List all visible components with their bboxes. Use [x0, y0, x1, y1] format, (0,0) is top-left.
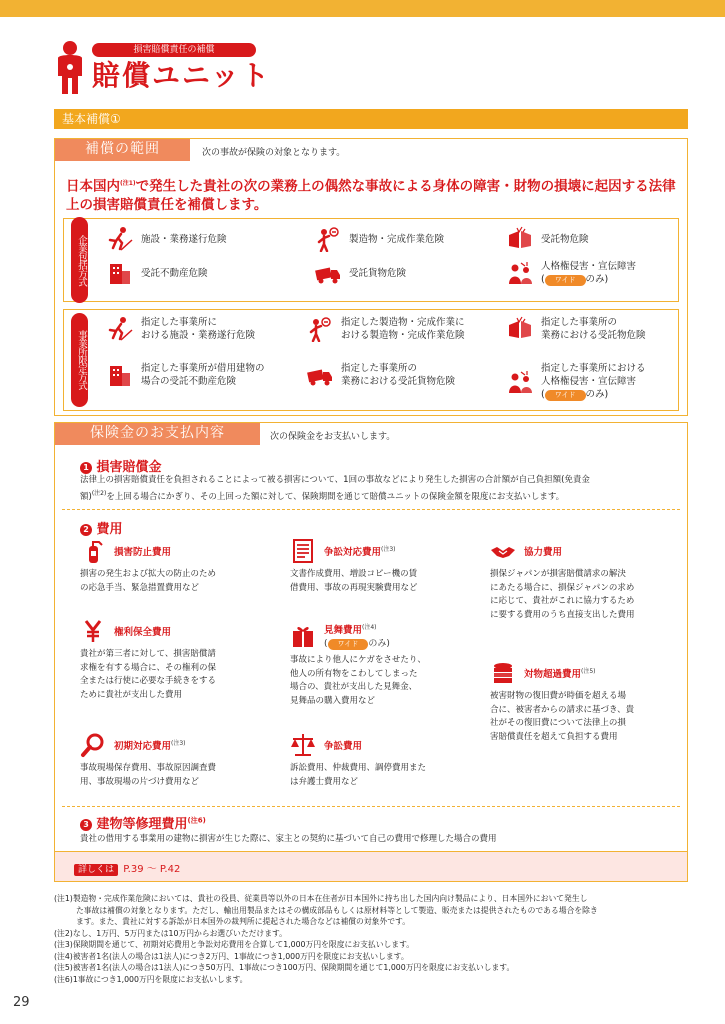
fee-body-line: 貴社が第三者に対して、損害賠償請 — [80, 649, 216, 659]
fee-body-line: 求権を有する場合に、その権利の保 — [80, 662, 217, 673]
group1-item-label: 受託貨物危険 — [349, 267, 407, 279]
fee-item — [80, 538, 270, 595]
fee-title-block — [114, 624, 171, 638]
fee-body — [490, 690, 680, 744]
fee-body-line: 社がその復旧費について法律上の損 — [490, 718, 626, 728]
fee-item — [290, 732, 480, 789]
fee-body — [290, 654, 480, 708]
injured-person-icon — [307, 316, 333, 342]
fee-body-line: 事故現場保存費用、事故原因調査費 — [80, 763, 217, 773]
fee-body-line: 場合の、貴社が支出した見舞金、 — [290, 682, 418, 692]
group2-item — [107, 362, 265, 388]
wide-suffix: のみ) — [368, 639, 390, 649]
footnotes — [54, 893, 694, 985]
falling-person-icon — [107, 226, 133, 252]
group2-item-text — [341, 316, 465, 342]
group1-item — [315, 260, 406, 286]
section2-title: 費用 — [96, 522, 123, 537]
fee-title-block — [324, 544, 396, 558]
fee-body-line: 用、事故現場の片づけ費用など — [80, 776, 200, 787]
injured-person-icon — [315, 226, 341, 252]
group2-item — [107, 316, 255, 342]
group2-item-text — [141, 362, 265, 388]
fee-body-line: は弁護士費用など — [290, 776, 359, 787]
top-accent-bar — [0, 0, 725, 17]
group2-item — [507, 316, 646, 342]
fee-item — [290, 622, 480, 708]
fee-sup: (注3) — [171, 740, 186, 747]
group1-item-text — [541, 233, 589, 246]
footnote-line: (注4)被害者1名(法人の場合は1法人)につき2万円、1事故につき1,000万円を限度にお支払いします。 — [54, 951, 409, 961]
fee-body-line: 損害の発生および拡大の防止のため — [80, 569, 217, 579]
fee-header — [80, 618, 270, 644]
person-bowing-icon — [52, 40, 88, 96]
fee-title: 見舞費用 — [324, 625, 363, 636]
scales-icon — [290, 732, 316, 758]
group1-item-label: 人格権侵害・宣伝障害 — [541, 261, 637, 272]
truck-icon — [315, 260, 341, 286]
fee-title: 協力費用 — [524, 547, 563, 558]
wide-badge: ワイド — [545, 275, 586, 286]
fees-grid — [80, 538, 680, 800]
wide-suffix: のみ) — [585, 274, 609, 285]
headline-pre: 日本国内 — [66, 178, 120, 195]
fee-item — [290, 538, 480, 595]
fee-header — [80, 538, 270, 564]
fee-body-line: 借費用、事故の再現実験費用など — [290, 582, 418, 593]
group1-item-text — [141, 233, 227, 246]
section1-b-post: を上回る場合にかぎり、その上回った額に対して、保険期間を通じて賠償ユニットの保険金額を限度にお支払いします。 — [106, 491, 565, 502]
group2-item — [507, 362, 646, 401]
page-title: 賠償ユニット — [92, 59, 271, 92]
group2-item-line1: 指定した事業所に — [141, 317, 218, 328]
group2-item-line1: 指定した事業所の — [541, 317, 618, 328]
group2-item-text — [141, 316, 255, 342]
footnote-line: (注3)保険期間を通じて、初期対応費用と争訟対応費用を合算して1,000万円を限度にお支払いします。 — [54, 940, 415, 949]
group2-item — [307, 362, 455, 388]
fee-body-line: にあたる場合に、損保ジャパンの求め — [490, 582, 635, 593]
fee-header — [290, 732, 480, 758]
fee-title: 初期対応費用 — [114, 741, 172, 752]
wide-badge: ワイド — [328, 639, 369, 650]
fee-item — [80, 732, 270, 789]
fee-header — [490, 660, 680, 686]
fee-body-line: ために貴社が支出した費用 — [80, 689, 183, 700]
section1-b-pre: 額) — [80, 491, 92, 502]
wide-prefix: ( — [541, 389, 545, 400]
fee-body — [80, 762, 270, 789]
footnote-line: (注6)1事故につき1,000万円を限度にお支払いします。 — [54, 974, 248, 984]
fee-body-line: 他人の所有物をこわしてしまった — [290, 668, 418, 679]
group1-item-label: 施設・業務遂行危険 — [141, 233, 227, 245]
section2-heading — [80, 518, 123, 537]
fee-sup: (注3) — [381, 546, 396, 553]
section3-title: 建物等修理費用 — [96, 817, 188, 832]
fee-title: 損害防止費用 — [114, 547, 172, 558]
group2-item-text — [541, 316, 646, 342]
magnifier-icon — [80, 732, 106, 758]
group1-items — [107, 224, 672, 298]
group1-item-label: 受託不動産危険 — [141, 267, 208, 279]
coverage-tab-desc: 次の事故が保険の対象となります。 — [202, 148, 346, 158]
group1-item-text — [541, 260, 636, 286]
fee-body-line: 全または行使に必要な手続きをする — [80, 676, 217, 686]
headline-post: で発生した貴社の次の業務上の偶然な事故による身体の障害・財物の損壊に起因する法律上の損害賠償責任を補償します。 — [66, 178, 676, 213]
wide-prefix: ( — [541, 274, 545, 285]
fee-body — [290, 762, 480, 789]
detail-label: 詳しくは — [74, 864, 118, 876]
footnote-line: (注5)被害者1名(法人の場合は1法人)につき50万円、1事故につき100万円、保険期間を通じて1,000万円を限度にお支払いします。 — [54, 963, 515, 972]
people-icon — [507, 260, 533, 286]
fee-sup: (注4) — [362, 624, 377, 631]
fee-title-block — [524, 666, 596, 680]
group2-item-line1: 指定した事業所が借用建物の — [141, 363, 265, 374]
footnote-line: ます。また、貴社に対する訴訟が日本国外の裁判所に提起された場合などは補償の対象外です。 — [76, 917, 411, 926]
fee-title: 争訟費用 — [324, 741, 363, 752]
section2-number: 2 — [80, 524, 92, 536]
document-icon — [290, 538, 316, 564]
fee-item — [490, 538, 680, 622]
group1-item — [507, 260, 636, 286]
section1-body-line2 — [80, 487, 680, 504]
people-icon — [507, 369, 533, 395]
fee-body-line: 事故により他人にケガをさせたり、 — [290, 655, 426, 665]
fee-body-line: の応急手当、緊急措置費用など — [80, 582, 200, 593]
fee-body-line: 被害財物の復旧費が時価を超える場 — [490, 691, 627, 701]
fee-body-line: に要する費用のうち直接支出した費用 — [490, 609, 635, 620]
fee-body-line: 文書作成費用、増設コピー機の賃 — [290, 569, 418, 579]
building-icon — [107, 362, 133, 388]
fee-title-block — [114, 544, 171, 558]
fee-title: 対物超過費用 — [524, 669, 582, 680]
group2-item — [307, 316, 465, 342]
section1-b-sup: (注2) — [91, 490, 107, 497]
group2-items — [107, 316, 672, 406]
page-number: 29 — [13, 995, 30, 1010]
section1-title: 損害賠償金 — [96, 460, 162, 475]
falling-person-icon — [107, 316, 133, 342]
section1-body — [80, 473, 680, 504]
group2-item-line1: 指定した製造物・完成作業に — [341, 317, 465, 328]
group1-item-text — [349, 233, 444, 246]
section3-number: 3 — [80, 819, 92, 831]
fee-body-line: に応じて、貴社がこれに協力するため — [490, 596, 635, 606]
group1-item-label: 製造物・完成作業危険 — [349, 233, 445, 245]
wide-suffix: のみ) — [585, 389, 609, 400]
section-bar: 基本補償① — [54, 109, 688, 129]
group2-item-line2: おける施設・業務遂行危険 — [141, 330, 256, 341]
section3-sup: (注6) — [187, 816, 206, 825]
fee-title-block — [324, 738, 362, 752]
group2-item-line2: 業務における受託物危険 — [541, 330, 646, 341]
fee-body-line: 訴訟費用、仲裁費用、調停費用また — [290, 763, 427, 773]
fee-header — [490, 538, 680, 564]
section3-heading — [80, 813, 206, 832]
group2-item-text — [541, 362, 646, 401]
footnote-line: (注2)なし、1万円、5万円または10万円からお選びいただけます。 — [54, 928, 287, 938]
fee-title-block — [324, 622, 390, 650]
wide-badge: ワイド — [545, 390, 586, 401]
group1-label: 企業包括方式 — [71, 217, 88, 303]
fee-title-block — [524, 544, 562, 558]
handshake-icon — [490, 538, 516, 564]
detail-link[interactable] — [74, 860, 180, 875]
fee-body — [80, 568, 270, 595]
coins-icon — [490, 660, 516, 686]
fee-item — [490, 660, 680, 744]
coverage-tab: 補償の範囲 — [55, 139, 190, 161]
section1-body-line1: 法律上の損害賠償責任を負担されることによって被る損害について、1回の事故などにより発生した損害の合計額が自己負担額(免責金 — [80, 475, 590, 485]
section1-number: 1 — [80, 462, 92, 474]
fee-body — [80, 648, 270, 702]
divider-2 — [62, 806, 680, 807]
section3-body: 貴社の借用する事業用の建物に損害が生じた際に、家主との契約に基づいて自己の費用で修理した場合の費用 — [80, 834, 497, 844]
group1-item — [507, 226, 589, 252]
detail-pages: P.39 ～ P.42 — [123, 864, 181, 875]
group2-item-line1: 指定した事業所における — [541, 363, 646, 374]
group1-item — [315, 226, 444, 252]
group1-item — [107, 260, 208, 286]
fee-body-line: 合に、被害者からの請求に基づき、貴 — [490, 704, 635, 715]
group2-item-line2: おける製造物・完成作業危険 — [341, 330, 465, 341]
divider-1 — [62, 509, 680, 510]
fee-body-line: 損保ジャパンが損害賠償請求の解決 — [490, 569, 626, 579]
group2-item-line1: 指定した事業所の — [341, 363, 418, 374]
payment-tab-desc: 次の保険金をお支払いします。 — [270, 432, 396, 442]
truck-icon — [307, 362, 333, 388]
fee-header — [290, 622, 480, 650]
payment-tab: 保険金のお支払内容 — [55, 423, 260, 445]
yen-icon — [80, 618, 106, 644]
group1-item — [107, 226, 227, 252]
broken-box-icon — [507, 226, 533, 252]
fee-body-line: 害賠償責任を超えて負担する費用 — [490, 731, 618, 742]
wide-prefix: ( — [324, 639, 328, 649]
group2-item-line2: 人格権侵害・宣伝障害 — [541, 376, 637, 387]
group2-item-line2: 場合の受託不動産危険 — [141, 376, 237, 387]
headline-sup: (注1) — [120, 180, 136, 187]
group2-item-line2: 業務における受託貨物危険 — [341, 376, 456, 387]
fee-header — [80, 732, 270, 758]
group2-label: 事業所限定方式 — [71, 313, 88, 407]
fee-body — [490, 568, 680, 622]
group1-item-text — [349, 267, 406, 280]
gift-icon — [290, 623, 316, 649]
fee-title-block — [114, 738, 186, 752]
fee-item — [80, 618, 270, 702]
fee-header — [290, 538, 480, 564]
footnote-line: た事故は補償の対象となります。ただし、輸出用製品またはその構成部品もしくは原材料等として製造、販売または提供されたものである場合を除き — [76, 905, 598, 915]
fee-body — [290, 568, 480, 595]
fire-extinguisher-icon — [80, 538, 106, 564]
building-icon — [107, 260, 133, 286]
group1-item-text — [141, 267, 208, 280]
fee-title: 争訟対応費用 — [324, 547, 382, 558]
fee-body-line: 見舞品の購入費用など — [290, 695, 376, 706]
footnote-line: (注1)製造物・完成作業危険においては、貴社の役員、従業員等以外の日本在住者が日本国外に持ち出した国内向け製品により、日本国外において発生し — [54, 894, 588, 903]
fee-sup: (注5) — [581, 668, 596, 675]
broken-box-icon — [507, 316, 533, 342]
group2-item-text — [341, 362, 455, 388]
unit-category-pill: 損害賠償責任の補償 — [92, 43, 256, 57]
fee-title: 権利保全費用 — [114, 627, 172, 638]
coverage-headline — [66, 175, 678, 214]
group1-item-label: 受託物危険 — [541, 233, 589, 245]
